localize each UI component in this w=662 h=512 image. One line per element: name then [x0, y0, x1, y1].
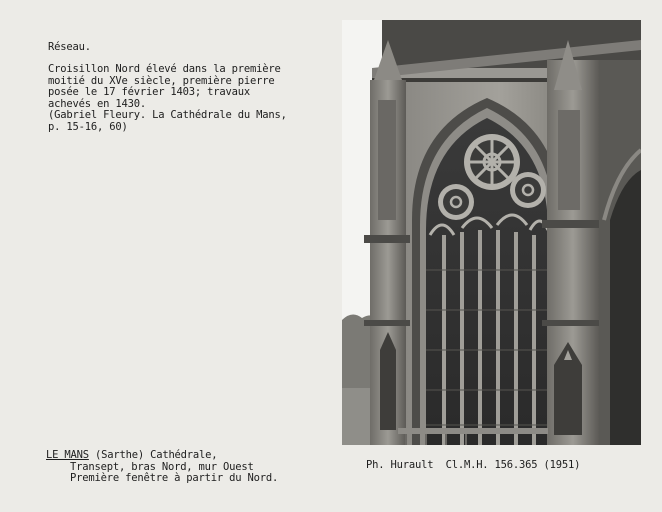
caption-line-3: Première fenêtre à partir du Nord.: [70, 472, 279, 485]
record-subject: Réseau.: [48, 41, 91, 53]
record-notes: [48, 64, 287, 134]
caption-line-location: [46, 450, 278, 462]
note-line: (Gabriel Fleury. La Cathédrale du Mans,: [48, 109, 287, 122]
caption-place: LE MANS: [46, 449, 89, 461]
note-line: p. 15-16, 60): [48, 120, 128, 133]
note-line: Croisillon Nord élevé dans la première: [48, 63, 281, 75]
note-line: moitié du XVe siècle, première pierre: [48, 74, 275, 87]
caption-block: [46, 450, 278, 485]
photo-credit: Ph. Hurault Cl.M.H. 156.365 (1951): [366, 459, 581, 471]
note-line: achevés en 1430.: [48, 97, 146, 110]
caption-place-rest: (Sarthe) Cathédrale,: [88, 449, 218, 461]
caption-line-2: Transept, bras Nord, mur Ouest: [70, 460, 254, 473]
cathedral-window-photo: [342, 20, 641, 445]
note-line: posée le 17 février 1403; travaux: [48, 86, 251, 99]
